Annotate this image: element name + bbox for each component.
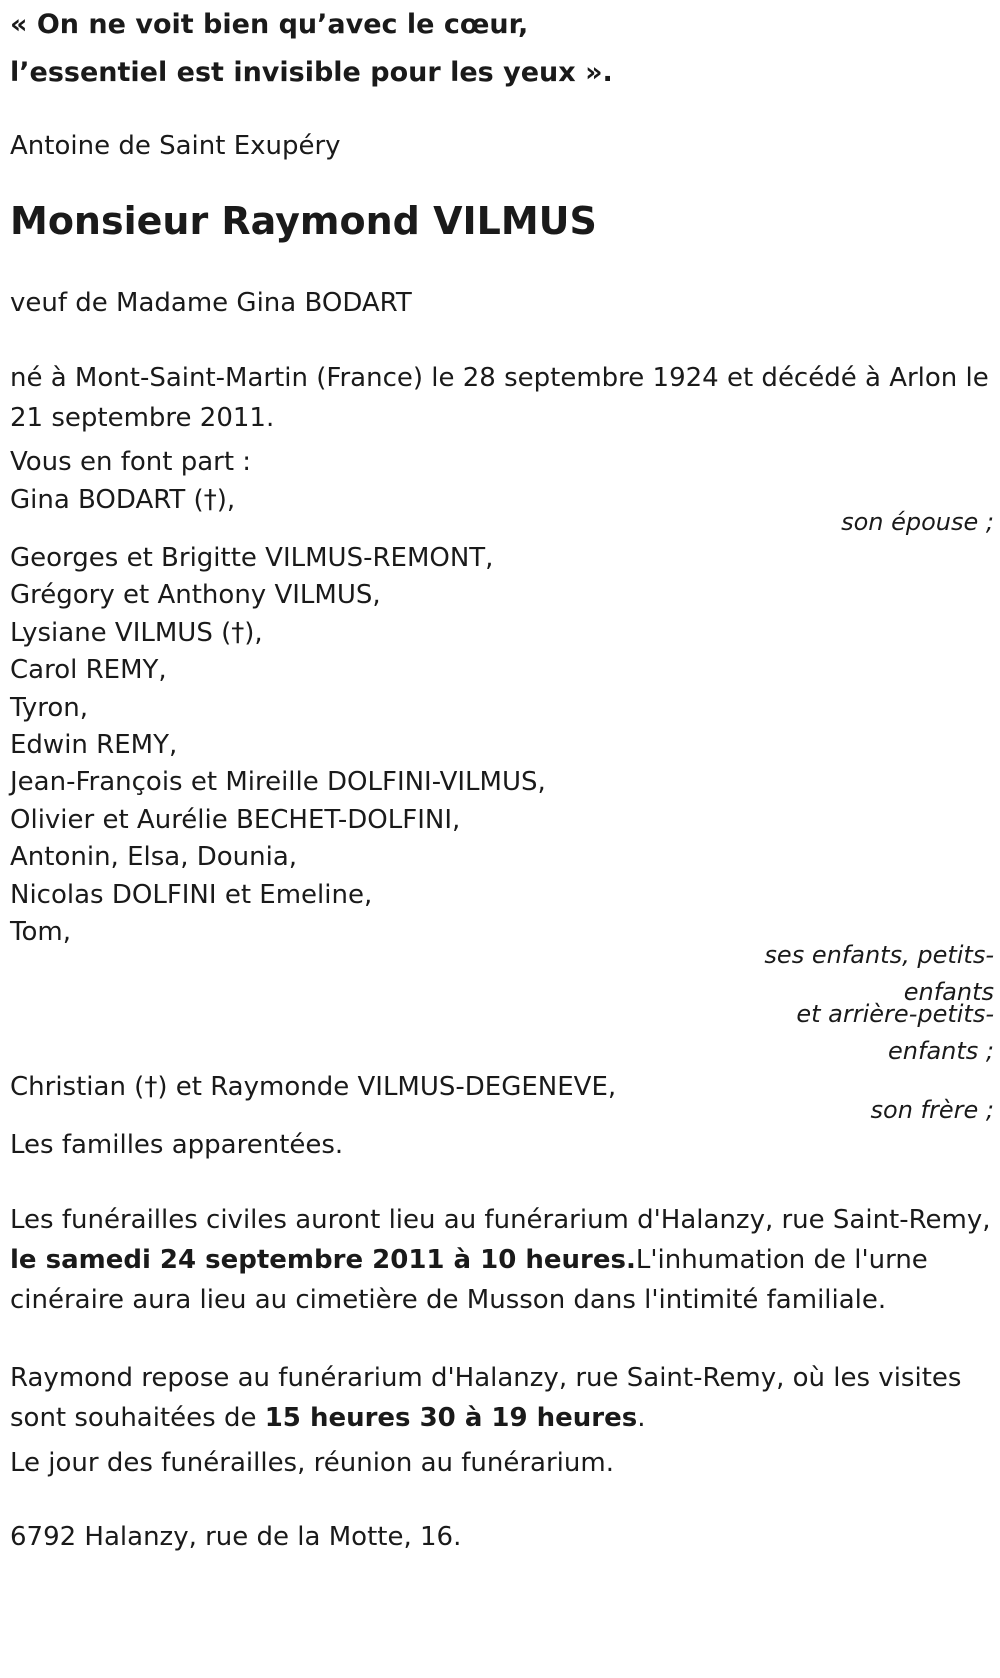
visits-hours: 15 heures 30 à 19 heures [264,1403,638,1433]
brother-relation: son frère ; [870,1096,994,1124]
funeral-text-2: L'inhumation de l'urne cinéraire aura lieu au cimetière de Musson dans l'intimité familiale. [10,1245,928,1315]
family-member-line: Lysiane VILMUS (†), [10,618,263,648]
funeral-date: le samedi 24 septembre 2011 à 10 heures. [10,1245,636,1275]
family-member-line: Antonin, Elsa, Dounia, [10,842,298,872]
family-member-line: Jean-François et Mireille DOLFINI-VILMUS, [10,767,546,797]
children-relation-1: ses enfants, petits- [764,941,994,969]
family-member-line: Nicolas DOLFINI et Emeline, [10,880,373,910]
announce-intro: Vous en font part : [10,447,252,477]
quote-line-1: « On ne voit bien qu’avec le cœur, [10,9,529,40]
spouse-relation: son épouse ; [841,508,994,536]
address: 6792 Halanzy, rue de la Motte, 16. [10,1522,462,1552]
spouse-name: Gina BODART (†), [10,485,236,515]
family-member-line: Olivier et Aurélie BECHET-DOLFINI, [10,805,461,835]
quote-author: Antoine de Saint Exupéry [10,131,341,161]
family-member-line: Georges et Brigitte VILMUS-REMONT, [10,543,494,573]
deceased-name: Monsieur Raymond VILMUS [10,199,597,243]
funeral-meeting: Le jour des funérailles, réunion au funérarium. [10,1448,614,1478]
family-member-line: Edwin REMY, [10,730,178,760]
family-member-line: Tyron, [10,693,88,723]
visits-text-1: Raymond repose au funérarium d'Halanzy, rue Saint-Remy, où les visites sont souhaitées de [10,1363,962,1433]
related-families: Les familles apparentées. [10,1130,344,1160]
visits-text-2: . [637,1403,646,1433]
quote-line-2: l’essentiel est invisible pour les yeux ». [10,57,613,88]
brother-name: Christian (†) et Raymonde VILMUS-DEGENEVE, [10,1072,617,1102]
visits-paragraph [10,1358,995,1438]
widower-of: veuf de Madame Gina BODART [10,288,412,318]
children-relation-3: et arrière-petits- [796,1000,994,1028]
family-member-line: Tom, [10,917,71,947]
children-relation-2: enfants [903,978,994,1006]
family-member-line: Grégory et Anthony VILMUS, [10,580,381,610]
funeral-paragraph [10,1200,995,1320]
family-member-line: Carol REMY, [10,655,167,685]
children-relation-4: enfants ; [888,1037,994,1065]
funeral-text-1: Les funérailles civiles auront lieu au funérarium d'Halanzy, rue Saint-Remy, [10,1205,991,1235]
birth-death: né à Mont-Saint-Martin (France) le 28 septembre 1924 et décédé à Arlon le 21 septembre 2011. [10,363,989,433]
